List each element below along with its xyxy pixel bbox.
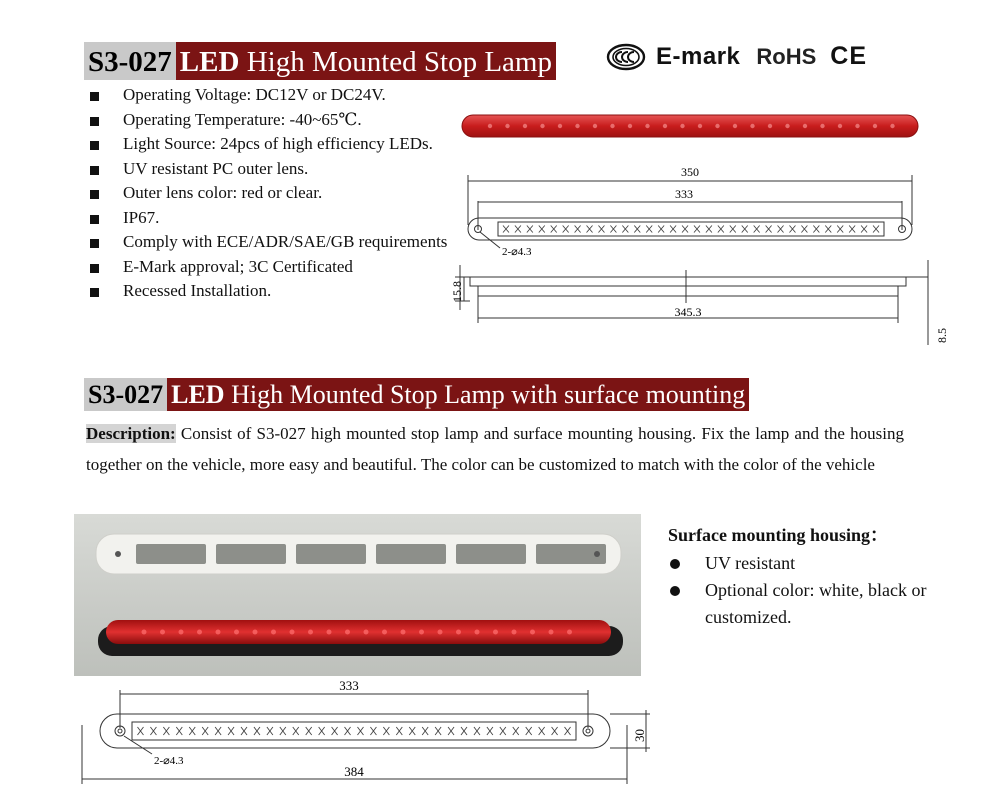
feature-list <box>86 83 456 304</box>
housing-dimension-drawing <box>74 680 674 792</box>
feature-text: Operating Voltage: DC12V or DC24V. <box>123 85 386 104</box>
product-code: S3-027 <box>84 378 167 411</box>
dim-holes: 2-⌀4.3 <box>154 755 184 767</box>
housing-bullet-item <box>668 550 928 577</box>
led-label: LED <box>179 46 240 78</box>
feature-item <box>86 279 456 304</box>
product-name <box>176 42 556 80</box>
feature-item <box>86 83 456 108</box>
dim-hole-spacing: 333 <box>675 187 693 201</box>
title-text: High Mounted Stop Lamp with surface mounting <box>224 380 746 409</box>
dim-hole-spacing: 333 <box>339 680 359 693</box>
product-name <box>167 378 749 411</box>
product-photo <box>74 514 641 676</box>
product-code: S3-027 <box>84 42 176 80</box>
bullet-dot-icon <box>670 586 680 596</box>
ce-label: CE <box>830 42 867 70</box>
feature-item <box>86 255 456 280</box>
certification-marks <box>606 42 867 71</box>
ccc-mark-icon <box>606 43 646 71</box>
feature-text: Comply with ECE/ADR/SAE/GB requirements <box>123 232 448 251</box>
dim-overall-length: 384 <box>344 764 364 779</box>
description-text: Consist of S3-027 high mounted stop lamp and surface mounting housing. Fix the lamp and the housing together on the vehicle, more easy and beautiful. The color can be customized to match with the color of the vehicle <box>86 424 904 474</box>
feature-text: E-Mark approval; 3C Certificated <box>123 256 353 276</box>
feature-text: UV resistant PC outer lens. <box>123 158 309 178</box>
feature-item <box>86 181 456 206</box>
dim-overall-length: 350 <box>681 165 699 179</box>
bullet-square-icon <box>90 117 99 126</box>
dim-depth: 8.5 <box>935 328 949 343</box>
section1-title <box>84 42 556 80</box>
feature-item <box>86 230 456 255</box>
bullet-square-icon <box>90 166 99 175</box>
bullet-square-icon <box>90 215 99 224</box>
feature-item <box>86 157 456 182</box>
lamp-dimension-drawing <box>450 105 950 350</box>
surface-mounting-info <box>668 522 928 631</box>
dim-holes: 2-⌀4.3 <box>502 246 532 258</box>
description-label: Description: <box>86 424 176 443</box>
dim-body-length: 345.3 <box>674 305 702 319</box>
feature-text: Recessed Installation. <box>123 281 272 300</box>
led-label: LED <box>171 380 225 409</box>
led-pattern <box>503 226 879 233</box>
red-lamp-photo <box>462 115 918 137</box>
section2-title <box>84 378 749 411</box>
feature-item <box>86 132 456 157</box>
feature-text: Light Source: 24pcs of high efficiency LEDs. <box>123 134 433 153</box>
emark-label: E-mark <box>656 42 741 70</box>
housing-bullet-text: UV resistant <box>705 553 796 573</box>
title-text: High Mounted Stop Lamp <box>239 46 552 78</box>
description <box>86 418 904 480</box>
dim-height: 15.8 <box>450 281 464 302</box>
feature-text: Operating Temperature: -40~65℃. <box>123 109 362 129</box>
dim-width: 30 <box>632 729 647 742</box>
bullet-square-icon <box>90 141 99 150</box>
led-pattern <box>137 727 570 735</box>
housing-bullet-item <box>668 577 928 631</box>
housing-bullets <box>668 550 928 631</box>
bullet-square-icon <box>90 264 99 273</box>
feature-text: IP67. <box>123 207 160 227</box>
feature-item <box>86 206 456 231</box>
bullet-dot-icon <box>670 559 680 569</box>
housing-bullet-text: Optional color: white, black or customized. <box>705 580 927 627</box>
housing-heading: Surface mounting housing： <box>668 525 889 545</box>
bullet-square-icon <box>90 92 99 101</box>
bullet-square-icon <box>90 239 99 248</box>
feature-item <box>86 108 456 133</box>
bullet-square-icon <box>90 190 99 199</box>
rohs-label: RoHS <box>756 43 817 69</box>
bullet-square-icon <box>90 288 99 297</box>
feature-text: Outer lens color: red or clear. <box>123 183 323 202</box>
